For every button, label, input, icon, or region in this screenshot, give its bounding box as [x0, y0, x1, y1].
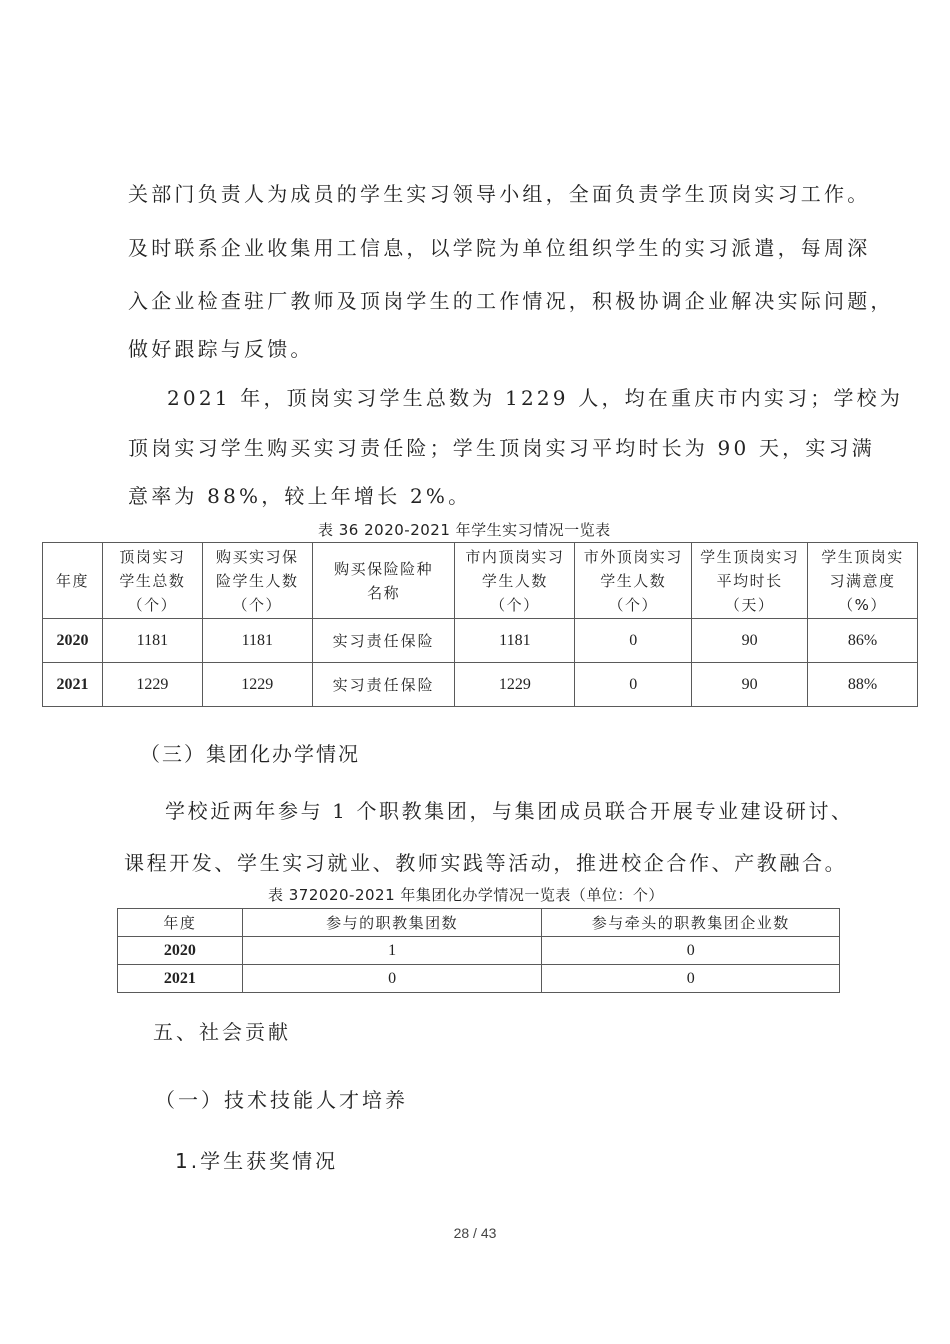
cell: 0 — [542, 937, 840, 965]
section-heading: 五、社会贡献 — [153, 1020, 291, 1044]
section-heading: （三）集团化办学情况 — [140, 742, 360, 766]
header-satisfaction: 学生顶岗实 习满意度 （%） — [808, 543, 918, 619]
table-row — [43, 619, 918, 663]
cell: 1181 — [102, 619, 202, 663]
header-year: 年度 — [118, 909, 243, 937]
table-row — [118, 937, 840, 965]
paragraph-line: 意率为 88%，较上年增长 2%。 — [128, 484, 472, 508]
cell-year: 2020 — [118, 937, 243, 965]
cell: 0 — [575, 663, 692, 707]
cell: 1229 — [102, 663, 202, 707]
cell: 实习责任保险 — [312, 619, 455, 663]
cell: 88% — [808, 663, 918, 707]
table-header-row — [118, 909, 840, 937]
table-caption: 表 372020-2021 年集团化办学情况一览表（单位：个） — [268, 886, 664, 904]
paragraph-line: 关部门负责人为成员的学生实习领导小组，全面负责学生顶岗实习工作。 — [128, 182, 871, 206]
cell: 1181 — [202, 619, 312, 663]
cell: 86% — [808, 619, 918, 663]
page-indicator: 28 / 43 — [453, 1225, 497, 1241]
cell: 1229 — [455, 663, 575, 707]
paragraph-line: 学校近两年参与 1 个职教集团，与集团成员联合开展专业建设研讨、 — [165, 799, 854, 823]
group-school-table — [117, 908, 840, 993]
cell: 90 — [692, 619, 808, 663]
header-year: 年度 — [43, 543, 103, 619]
header-led-group-enterprises: 参与牵头的职教集团企业数 — [542, 909, 840, 937]
item-heading: 1.学生获奖情况 — [175, 1149, 339, 1173]
cell: 90 — [692, 663, 808, 707]
table-header-row — [43, 543, 918, 619]
header-avg-duration: 学生顶岗实习 平均时长 （天） — [692, 543, 808, 619]
table-row — [43, 663, 918, 707]
header-total-students: 顶岗实习 学生总数 （个） — [102, 543, 202, 619]
cell-year: 2021 — [43, 663, 103, 707]
cell: 1 — [242, 937, 542, 965]
header-insurance-type: 购买保险险种 名称 — [312, 543, 455, 619]
table-row — [118, 965, 840, 993]
paragraph-line: 做好跟踪与反馈。 — [128, 337, 314, 361]
internship-table — [42, 542, 918, 707]
cell: 0 — [242, 965, 542, 993]
cell-year: 2021 — [118, 965, 243, 993]
cell: 0 — [575, 619, 692, 663]
cell: 0 — [542, 965, 840, 993]
sub-heading: （一）技术技能人才培养 — [155, 1088, 408, 1112]
paragraph-line: 顶岗实习学生购买实习责任险；学生顶岗实习平均时长为 90 天，实习满 — [128, 436, 875, 460]
paragraph-line: 课程开发、学生实习就业、教师实践等活动，推进校企合作、产教融合。 — [124, 851, 848, 875]
table-caption: 表 36 2020-2021 年学生实习情况一览表 — [318, 521, 611, 539]
header-in-city-students: 市内顶岗实习 学生人数 （个） — [455, 543, 575, 619]
cell: 1229 — [202, 663, 312, 707]
cell-year: 2020 — [43, 619, 103, 663]
paragraph-line: 及时联系企业收集用工信息，以学院为单位组织学生的实习派遣，每周深 — [128, 236, 871, 260]
header-out-city-students: 市外顶岗实习 学生人数 （个） — [575, 543, 692, 619]
header-insured-students: 购买实习保 险学生人数 （个） — [202, 543, 312, 619]
cell: 1181 — [455, 619, 575, 663]
paragraph-line: 入企业检查驻厂教师及顶岗学生的工作情况，积极协调企业解决实际问题， — [128, 289, 894, 313]
cell: 实习责任保险 — [312, 663, 455, 707]
paragraph-line: 2021 年，顶岗实习学生总数为 1229 人，均在重庆市内实习；学校为 — [167, 386, 904, 410]
header-groups-joined: 参与的职教集团数 — [242, 909, 542, 937]
